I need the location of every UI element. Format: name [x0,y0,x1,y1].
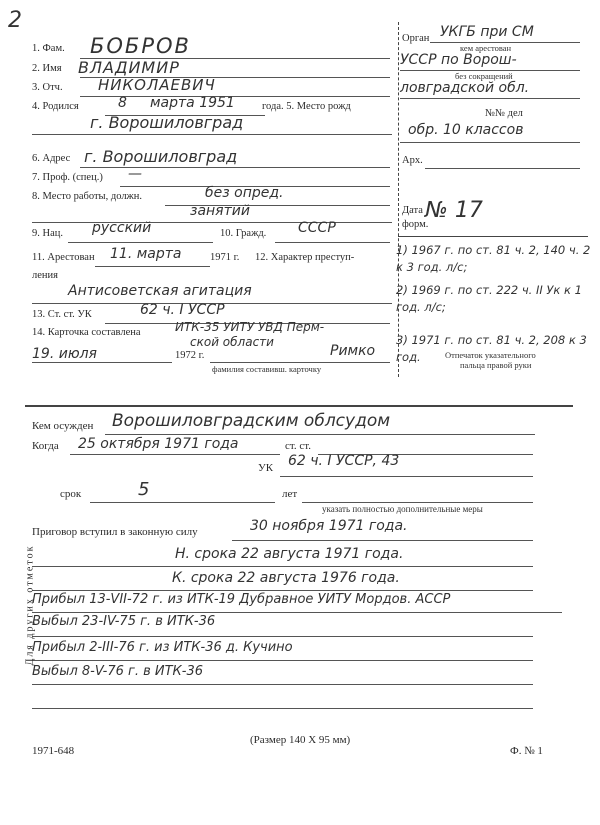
term-label: срок [60,488,82,500]
extra-underline [302,502,533,503]
right-column-divider [398,22,399,377]
nationality-value: русский [92,220,152,236]
arrested-value: 11. марта [110,246,182,262]
compiled-date-underline [32,362,172,363]
born-label: 4. Родился [32,101,79,112]
compiled-value-1: ИТК-35 УИТУ УВД Перм- [175,320,325,334]
side-caption: Для других отметок [24,544,36,666]
priors-top-line [398,236,588,237]
place-underline [32,134,392,135]
name-label: 2. Имя [32,63,62,74]
uk-label: УК [258,462,274,474]
form-value: № 17 [425,198,483,223]
term-start: Н. срока 22 августа 1971 года. [175,546,404,562]
nationality-underline [68,242,213,243]
arrested-year: 1971 г. [210,252,240,263]
when-value: 25 октября 1971 года [78,436,239,452]
finger-caption-2: пальца правой руки [460,360,532,370]
address-underline [80,167,390,168]
arrest-caption: кем арестован [460,43,512,53]
when-label: Когда [32,440,59,452]
arrested-label: 11. Арестован [32,252,95,263]
profession-label: 7. Проф. (спец.) [32,172,103,183]
corner-mark: 2 [8,8,22,33]
verdict-value: 30 ноября 1971 года. [250,518,408,534]
term-value: 5 [138,479,150,500]
convicted-by-value: Ворошиловградским облсудом [112,411,391,431]
prior-2: 2) 1969 г. по ст. 222 ч. II Ук к 1 год. л/с; [396,283,582,314]
workplace-value-1: без опред. [205,185,284,201]
footer-left: 1971-648 [32,745,75,757]
note-3-underline [32,660,533,661]
note-4-underline [32,684,533,685]
note-1: Прибыл 13-VII-72 г. из ИТК-19 Дубравное УИТУ Мордов. АССР [32,592,451,607]
citizenship-underline [275,242,390,243]
organ-value-1: УКГБ при СМ [440,24,534,40]
nationality-label: 9. Нац. [32,228,63,239]
born-place: г. Ворошиловград [90,113,244,132]
address-value: г. Ворошиловград [84,147,238,166]
signature-underline [210,362,390,363]
organ-value-2: УССР по Ворош- [400,52,517,68]
extra-caption: указать полностью дополнительные меры [322,504,483,514]
when-underline [70,454,280,455]
born-year-suffix: года. 5. Место рожд [262,101,351,112]
born-month-year: марта 1951 [150,95,235,111]
patronymic-value: НИКОЛАЕВИЧ [98,76,216,94]
blank-line-1 [32,708,533,709]
prior-1: 1) 1967 г. по ст. 81 ч. 2, 140 ч. 2 к 3 год. л/с; [396,243,591,274]
note-4: Выбыл 8-V-76 г. в ИТК-36 [32,664,204,679]
surname-label: 1. Фам. [32,43,65,54]
convicted-by-label: Кем осужден [32,420,94,432]
compiled-value-2: ской области [190,335,274,349]
crime-value: Антисоветская агитация [68,283,252,299]
name-value: ВЛАДИМИР [78,58,180,77]
term-end-underline [32,590,533,591]
workplace-underline-2 [32,222,392,223]
arrested-underline [95,266,210,267]
surname-value: БОБРОВ [90,34,191,58]
workplace-label: 8. Место работы, должн. [32,191,143,202]
articles-label: ст. ст. [285,440,311,452]
years-label: лет [282,488,298,500]
workplace-value-2: занятий [190,203,250,219]
article-label: 13. Ст. ст. УК [32,309,92,320]
note-2: Выбыл 23-IV-75 г. в ИТК-36 [32,614,216,629]
arch-label: Арх. [402,155,423,166]
note-3: Прибыл 2-III-76 г. из ИТК-36 д. Кучино [32,640,293,655]
profession-value: — [128,166,142,182]
article-value: 62 ч. I УССР [140,302,225,318]
compiled-caption: фамилия составивш. карточку [212,364,322,374]
compiler-signature: Римко [330,343,376,359]
finger-caption-1: Отпечаток указательного [445,350,536,360]
compiled-year: 1972 г. [175,350,205,361]
case-underline [400,142,580,143]
card-separator [25,405,573,407]
citizenship-value: СССР [298,220,336,236]
note-1-underline [32,612,562,613]
compiled-label: 14. Карточка составлена [32,327,141,338]
compiled-date: 19. июля [32,346,97,362]
verdict-label: Приговор вступил в законную силу [32,526,198,538]
uk-underline [280,476,533,477]
citizenship-label: 10. Гражд. [220,228,267,239]
case-value: обр. 10 классов [408,122,524,138]
patronymic-label: 3. Отч. [32,82,63,93]
born-day: 8 [118,95,127,111]
crime-label: 12. Характер преступ- [255,252,355,263]
organ-label: Орган [402,33,430,44]
organ-underline-3 [400,98,580,99]
prior-3: 3) 1971 г. по ст. 81 ч. 2, 208 к 3 год. [396,333,587,364]
organ-value-3: ловградской обл. [400,80,530,96]
footer-center: (Размер 140 X 95 мм) [250,734,351,746]
term-end: К. срока 22 августа 1976 года. [172,570,400,586]
crime-label-cont: ления [32,270,58,281]
term-start-underline [32,566,533,567]
arch-underline [425,168,580,169]
verdict-underline [232,540,533,541]
note-2-underline [32,636,533,637]
form-label: форм. [402,219,429,230]
convicted-by-underline [105,434,535,435]
uk-value: 62 ч. I УССР, 43 [288,453,400,469]
address-label: 6. Адрес [32,153,71,164]
case-label: №№ дел [485,108,523,119]
term-underline [90,502,275,503]
date-label: Дата [402,205,423,216]
footer-right: Ф. № 1 [510,745,543,757]
abbr-caption: без сокращений [455,71,513,81]
